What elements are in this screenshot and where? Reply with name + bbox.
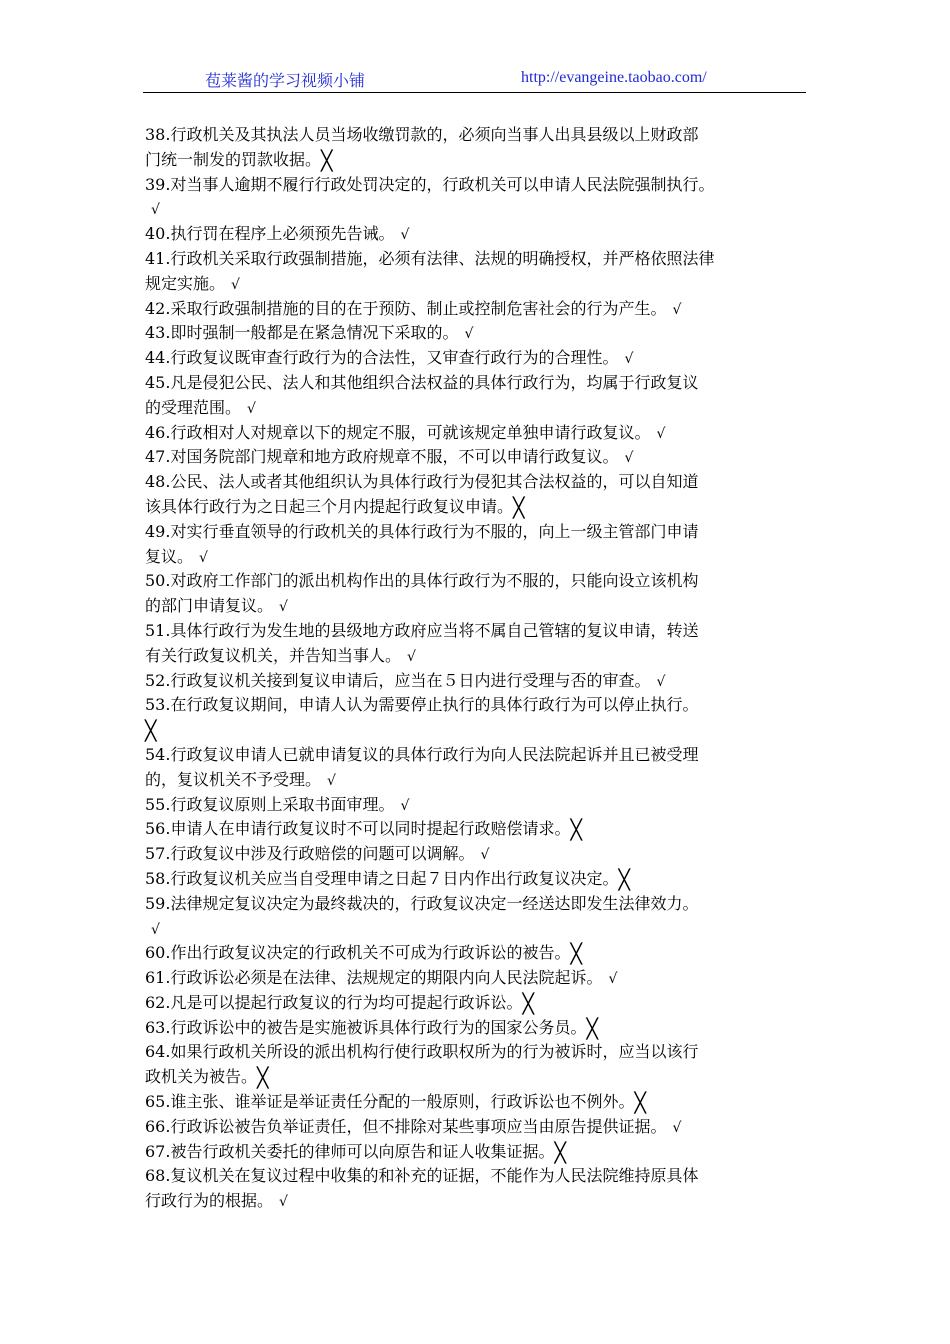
question-line bbox=[145, 892, 820, 917]
question-item bbox=[145, 867, 820, 892]
question-line bbox=[145, 1090, 820, 1115]
question-item bbox=[145, 1016, 820, 1041]
question-text: 的受理范围。 bbox=[145, 397, 242, 417]
question-line bbox=[145, 148, 820, 173]
question-item bbox=[145, 222, 820, 247]
check-mark-icon: √ bbox=[400, 797, 410, 814]
question-text: 68.复议机关在复议过程中收集的和补充的证据，不能作为人民法院维持原具体 bbox=[145, 1166, 699, 1186]
question-text: 53.在行政复议期间，申请人认为需要停止执行的具体行政行为可以停止执行。 bbox=[145, 695, 699, 715]
question-text: 45.凡是侵犯公民、法人和其他组织合法权益的具体行政行为，均属于行政复议 bbox=[145, 372, 699, 392]
check-mark-icon: √ bbox=[199, 549, 208, 566]
question-text: 51.具体行政行为发生地的县级地方政府应当将不属自己管辖的复议申请，转送 bbox=[145, 620, 699, 640]
question-text: 58.行政复议机关应当自受理申请之日起７日内作出行政复议决定。 bbox=[145, 868, 619, 888]
question-line bbox=[145, 768, 820, 793]
question-item bbox=[145, 297, 820, 322]
cross-mark-icon: ╳ bbox=[257, 1067, 269, 1090]
question-line bbox=[145, 396, 820, 421]
question-item bbox=[145, 470, 820, 520]
question-text: 67.被告行政机关委托的律师可以向原告和证人收集证据。 bbox=[145, 1141, 555, 1161]
check-mark-icon: √ bbox=[608, 971, 618, 988]
question-line bbox=[145, 197, 820, 222]
question-line bbox=[145, 495, 820, 520]
question-item bbox=[145, 991, 820, 1016]
question-item bbox=[145, 619, 820, 669]
check-mark-icon: √ bbox=[624, 450, 634, 467]
question-text: 55.行政复议原则上采取书面审理。 bbox=[145, 794, 395, 814]
question-line bbox=[145, 272, 820, 297]
question-text: 62.凡是可以提起行政复议的行为均可提起行政诉讼。 bbox=[145, 992, 523, 1012]
question-text: 行政行为的根据。 bbox=[145, 1191, 274, 1211]
question-item bbox=[145, 743, 820, 793]
question-item bbox=[145, 247, 820, 297]
question-item bbox=[145, 371, 820, 421]
question-line bbox=[145, 917, 820, 942]
cross-mark-icon: ╳ bbox=[145, 720, 157, 743]
question-item bbox=[145, 123, 820, 173]
question-line bbox=[145, 619, 820, 644]
question-text: 42.采取行政强制措施的目的在于预防、制止或控制危害社会的行为产生。 bbox=[145, 298, 667, 318]
question-list bbox=[145, 123, 820, 1214]
check-mark-icon: √ bbox=[656, 673, 666, 690]
question-line bbox=[145, 743, 820, 768]
question-text: 的，复议机关不予受理。 bbox=[145, 769, 322, 789]
check-mark-icon: √ bbox=[151, 202, 160, 219]
question-line bbox=[145, 346, 820, 371]
question-line bbox=[145, 594, 820, 619]
shop-url: http://evangeine.taobao.com/ bbox=[521, 69, 707, 86]
question-line bbox=[145, 421, 820, 446]
check-mark-icon: √ bbox=[672, 1119, 682, 1136]
question-item bbox=[145, 421, 820, 446]
cross-mark-icon: ╳ bbox=[321, 149, 333, 172]
question-line bbox=[145, 1016, 820, 1041]
cross-mark-icon: ╳ bbox=[570, 943, 582, 966]
question-item bbox=[145, 569, 820, 619]
question-line bbox=[145, 644, 820, 669]
shop-name: 苞莱酱的学习视频小铺 bbox=[205, 71, 366, 90]
question-line bbox=[145, 371, 820, 396]
question-text: 的部门申请复议。 bbox=[145, 596, 274, 616]
check-mark-icon: √ bbox=[624, 351, 634, 368]
question-item bbox=[145, 693, 820, 743]
page-header bbox=[143, 66, 806, 93]
question-line bbox=[145, 1189, 820, 1214]
question-text: 38.行政机关及其执法人员当场收缴罚款的，必须向当事人出具县级以上财政部 bbox=[145, 125, 699, 144]
question-line bbox=[145, 297, 820, 322]
cross-mark-icon: ╳ bbox=[522, 992, 534, 1015]
question-line bbox=[145, 718, 820, 743]
question-item bbox=[145, 1115, 820, 1140]
check-mark-icon: √ bbox=[279, 1194, 288, 1211]
question-item bbox=[145, 817, 820, 842]
question-line bbox=[145, 470, 820, 495]
question-text: 有关行政复议机关，并告知当事人。 bbox=[145, 645, 402, 665]
question-item bbox=[145, 1140, 820, 1165]
question-line bbox=[145, 867, 820, 892]
check-mark-icon: √ bbox=[247, 400, 256, 417]
question-item bbox=[145, 941, 820, 966]
check-mark-icon: √ bbox=[231, 276, 240, 293]
question-item bbox=[145, 1040, 820, 1090]
cross-mark-icon: ╳ bbox=[634, 1092, 646, 1115]
cross-mark-icon: ╳ bbox=[570, 819, 582, 842]
question-text: 64.如果行政机关所设的派出机构行使行政职权所为的行为被诉时，应当以该行 bbox=[145, 1042, 699, 1062]
question-text: 46.行政相对人对规章以下的规定不服，可就该规定单独申请行政复议。 bbox=[145, 422, 651, 442]
check-mark-icon: √ bbox=[480, 847, 490, 864]
question-line bbox=[145, 222, 820, 247]
question-line bbox=[145, 1065, 820, 1090]
question-item bbox=[145, 520, 820, 570]
question-text: 规定实施。 bbox=[145, 273, 226, 293]
question-line bbox=[145, 1115, 820, 1140]
question-text: 47.对国务院部门规章和地方政府规章不服，不可以申请行政复议。 bbox=[145, 447, 619, 467]
question-line bbox=[145, 1140, 820, 1165]
question-text: 60.作出行政复议决定的行政机关不可成为行政诉讼的被告。 bbox=[145, 943, 571, 963]
question-line bbox=[145, 669, 820, 694]
question-text: 57.行政复议中涉及行政赔偿的问题可以调解。 bbox=[145, 844, 475, 864]
question-text: 门统一制发的罚款收据。 bbox=[145, 149, 322, 169]
question-line bbox=[145, 966, 820, 991]
question-line bbox=[145, 817, 820, 842]
question-text: 49.对实行垂直领导的行政机关的具体行政行为不服的，向上一级主管部门申请 bbox=[145, 521, 699, 541]
check-mark-icon: √ bbox=[400, 227, 410, 244]
question-item bbox=[145, 321, 820, 346]
question-line bbox=[145, 991, 820, 1016]
check-mark-icon: √ bbox=[279, 599, 288, 616]
question-line bbox=[145, 123, 820, 148]
question-line bbox=[145, 520, 820, 545]
question-text: 43.即时强制一般都是在紧急情况下采取的。 bbox=[145, 323, 459, 343]
question-line bbox=[145, 173, 820, 198]
cross-mark-icon: ╳ bbox=[586, 1017, 598, 1040]
question-line bbox=[145, 321, 820, 346]
question-text: 65.谁主张、谁举证是举证责任分配的一般原则，行政诉讼也不例外。 bbox=[145, 1092, 635, 1112]
question-text: 52.行政复议机关接到复议申请后，应当在５日内进行受理与否的审查。 bbox=[145, 670, 651, 690]
question-item bbox=[145, 445, 820, 470]
question-item bbox=[145, 966, 820, 991]
check-mark-icon: √ bbox=[464, 326, 474, 343]
question-line bbox=[145, 445, 820, 470]
question-line bbox=[145, 247, 820, 272]
cross-mark-icon: ╳ bbox=[554, 1141, 566, 1164]
question-line bbox=[145, 569, 820, 594]
question-line bbox=[145, 793, 820, 818]
question-text: 该具体行政行为之日起三个月内提起行政复议申请。 bbox=[145, 496, 514, 516]
check-mark-icon: √ bbox=[151, 921, 160, 938]
question-text: 63.行政诉讼中的被告是实施被诉具体行政行为的国家公务员。 bbox=[145, 1017, 587, 1037]
question-item bbox=[145, 793, 820, 818]
check-mark-icon: √ bbox=[672, 301, 682, 318]
question-item bbox=[145, 1090, 820, 1115]
question-line bbox=[145, 1164, 820, 1189]
question-line bbox=[145, 1040, 820, 1065]
question-text: 50.对政府工作部门的派出机构作出的具体行政行为不服的，只能向设立该机构 bbox=[145, 571, 699, 591]
question-text: 复议。 bbox=[145, 546, 194, 566]
check-mark-icon: √ bbox=[656, 425, 666, 442]
cross-mark-icon: ╳ bbox=[618, 868, 630, 891]
question-line bbox=[145, 693, 820, 718]
question-text: 40.执行罚在程序上必须预先告诫。 bbox=[145, 224, 395, 244]
question-item bbox=[145, 1164, 820, 1214]
question-text: 61.行政诉讼必须是在法律、法规规定的期限内向人民法院起诉。 bbox=[145, 968, 603, 988]
question-text: 59.法律规定复议决定为最终裁决的，行政复议决定一经送达即发生法律效力。 bbox=[145, 893, 699, 913]
cross-mark-icon: ╳ bbox=[513, 496, 525, 519]
question-line bbox=[145, 842, 820, 867]
question-text: 政机关为被告。 bbox=[145, 1067, 258, 1087]
question-text: 41.行政机关采取行政强制措施，必须有法律、法规的明确授权，并严格依照法律 bbox=[145, 248, 715, 268]
question-text: 56.申请人在申请行政复议时不可以同时提起行政赔偿请求。 bbox=[145, 819, 571, 839]
question-item bbox=[145, 842, 820, 867]
question-item bbox=[145, 892, 820, 942]
question-item bbox=[145, 346, 820, 371]
question-item bbox=[145, 669, 820, 694]
question-text: 54.行政复议申请人已就申请复议的具体行政行为向人民法院起诉并且已被受理 bbox=[145, 744, 699, 764]
check-mark-icon: √ bbox=[327, 772, 336, 789]
question-text: 48.公民、法人或者其他组织认为具体行政行为侵犯其合法权益的，可以自知道 bbox=[145, 472, 699, 492]
question-line bbox=[145, 941, 820, 966]
question-text: 39.对当事人逾期不履行行政处罚决定的，行政机关可以申请人民法院强制执行。 bbox=[145, 174, 715, 194]
question-text: 44.行政复议既审查行政行为的合法性，又审查行政行为的合理性。 bbox=[145, 348, 619, 368]
question-item bbox=[145, 173, 820, 223]
question-line bbox=[145, 545, 820, 570]
check-mark-icon: √ bbox=[407, 648, 416, 665]
question-text: 66.行政诉讼被告负举证责任，但不排除对某些事项应当由原告提供证据。 bbox=[145, 1116, 667, 1136]
